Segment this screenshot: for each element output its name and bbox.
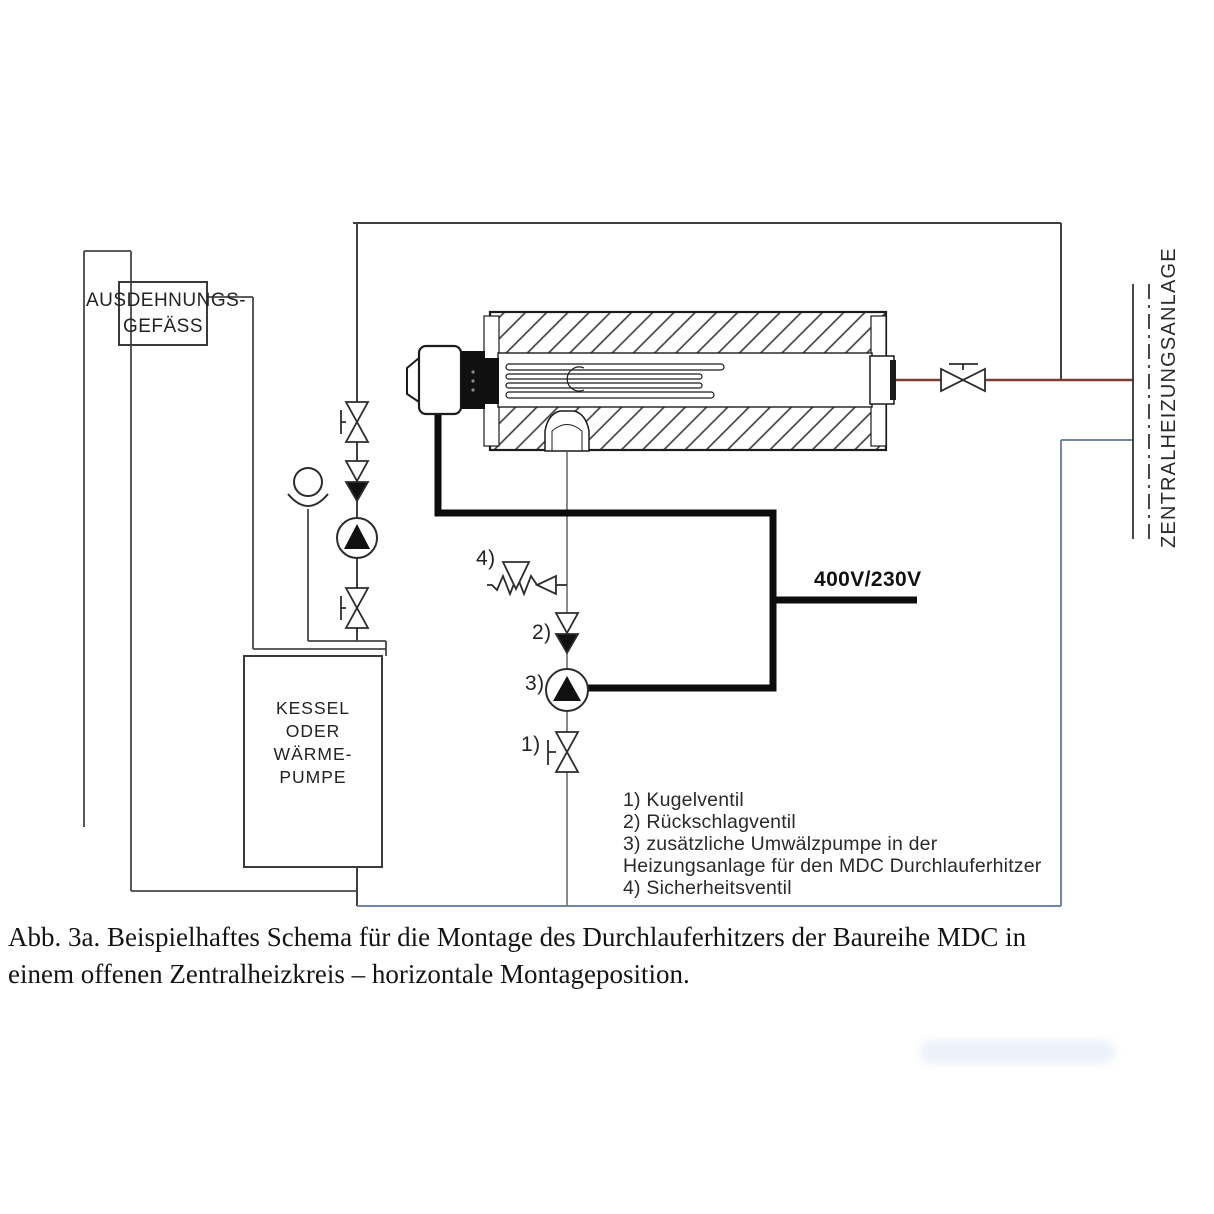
head-cap — [419, 346, 461, 414]
legend-block — [623, 789, 1042, 899]
head-coupling — [485, 358, 499, 404]
boiler-label-line4: PUMPE — [279, 767, 347, 787]
boiler-label-line1: KESSEL — [275, 698, 351, 718]
heating-rod — [506, 364, 724, 370]
left-ball-valve-lower-symbol — [341, 588, 368, 628]
outlet-nipple — [890, 360, 896, 400]
boiler-label — [245, 697, 381, 789]
legend-line-3: 3) zusätzliche Umwälzpumpe in der — [623, 833, 938, 855]
center-pump-symbol — [546, 669, 588, 711]
check-valve-filled-triangle — [556, 634, 578, 653]
interface-boundary — [1133, 284, 1149, 539]
voltage-label: 400V/230V — [814, 568, 922, 591]
item-number-1: 1) — [521, 733, 541, 756]
valve-handle — [548, 740, 556, 765]
heating-rod — [506, 383, 702, 388]
head-band-dot — [471, 379, 474, 382]
left-ball-valve-upper-symbol — [341, 402, 368, 442]
boiler-label-line3: WÄRME- — [273, 744, 353, 764]
power-cable — [438, 412, 917, 688]
valve-triangle — [346, 588, 368, 608]
central-heating-label — [1158, 247, 1182, 548]
legend-line-5: 4) Sicherheitsventil — [623, 877, 792, 899]
legend-line-2: 2) Rückschlagventil — [623, 811, 796, 833]
expansion-vessel-label-line1: AUSDEHNUNGS- — [86, 290, 247, 311]
check-valve-filled-triangle — [346, 482, 368, 501]
central-heating-label-text: ZENTRALHEIZUNGSANLAGE — [1158, 247, 1180, 548]
open-funnel-icon — [288, 468, 328, 506]
item-number-3: 3) — [525, 672, 545, 695]
valve-triangle — [556, 732, 578, 752]
valve-handle — [949, 364, 978, 370]
boiler-label-line2: ODER — [285, 721, 341, 741]
valve-triangle — [556, 752, 578, 772]
supply-ball-valve-symbol — [941, 364, 985, 391]
heating-rod — [506, 392, 714, 398]
valve-triangle — [346, 402, 368, 422]
check-valve-open-triangle — [556, 613, 578, 633]
check-valve-open-triangle — [346, 461, 368, 481]
boiler-box — [243, 655, 383, 868]
item-number-2: 2) — [532, 621, 552, 644]
left-pump-symbol — [337, 518, 377, 558]
valve-triangle — [346, 608, 368, 628]
left-check-valve-symbol — [346, 461, 368, 501]
item-number-4: 4) — [476, 547, 496, 570]
legend-line-4: Heizungsanlage für den MDC Durchlauferhitzer — [623, 855, 1042, 877]
head-band-dot — [471, 370, 474, 373]
valve-triangle — [963, 369, 985, 391]
center-ball-valve-symbol — [548, 732, 578, 772]
valve-triangle — [941, 369, 963, 391]
scan-smudge — [920, 1040, 1115, 1064]
figure-caption-line2: einem offenen Zentralheizkreis – horizontale Montageposition. — [8, 959, 690, 989]
valve-handle — [341, 596, 346, 620]
heater-assembly — [407, 312, 896, 451]
figure-caption-line1: Abb. 3a. Beispielhaftes Schema für die Montage des Durchlauferhitzers der Baureihe MDC in — [8, 922, 1027, 952]
safety-valve-arrow — [537, 576, 556, 594]
heater-inner-tube — [498, 353, 872, 407]
heating-rod — [506, 374, 702, 379]
figure-caption — [8, 919, 1210, 993]
legend-line-1: 1) Kugelventil — [623, 789, 744, 811]
expansion-vessel-label — [86, 288, 247, 340]
center-check-valve-symbol — [556, 613, 578, 653]
valve-triangle — [346, 422, 368, 442]
safety-valve-symbol — [487, 562, 567, 594]
head-band-dot — [471, 388, 474, 391]
expansion-vessel-label-line2: GEFÄSS — [122, 316, 204, 337]
valve-handle — [341, 410, 346, 434]
funnel-ball — [294, 468, 322, 496]
heater-bottom-port — [545, 411, 589, 451]
heater-outlet-fitting — [870, 356, 896, 404]
head-tab — [407, 358, 419, 402]
